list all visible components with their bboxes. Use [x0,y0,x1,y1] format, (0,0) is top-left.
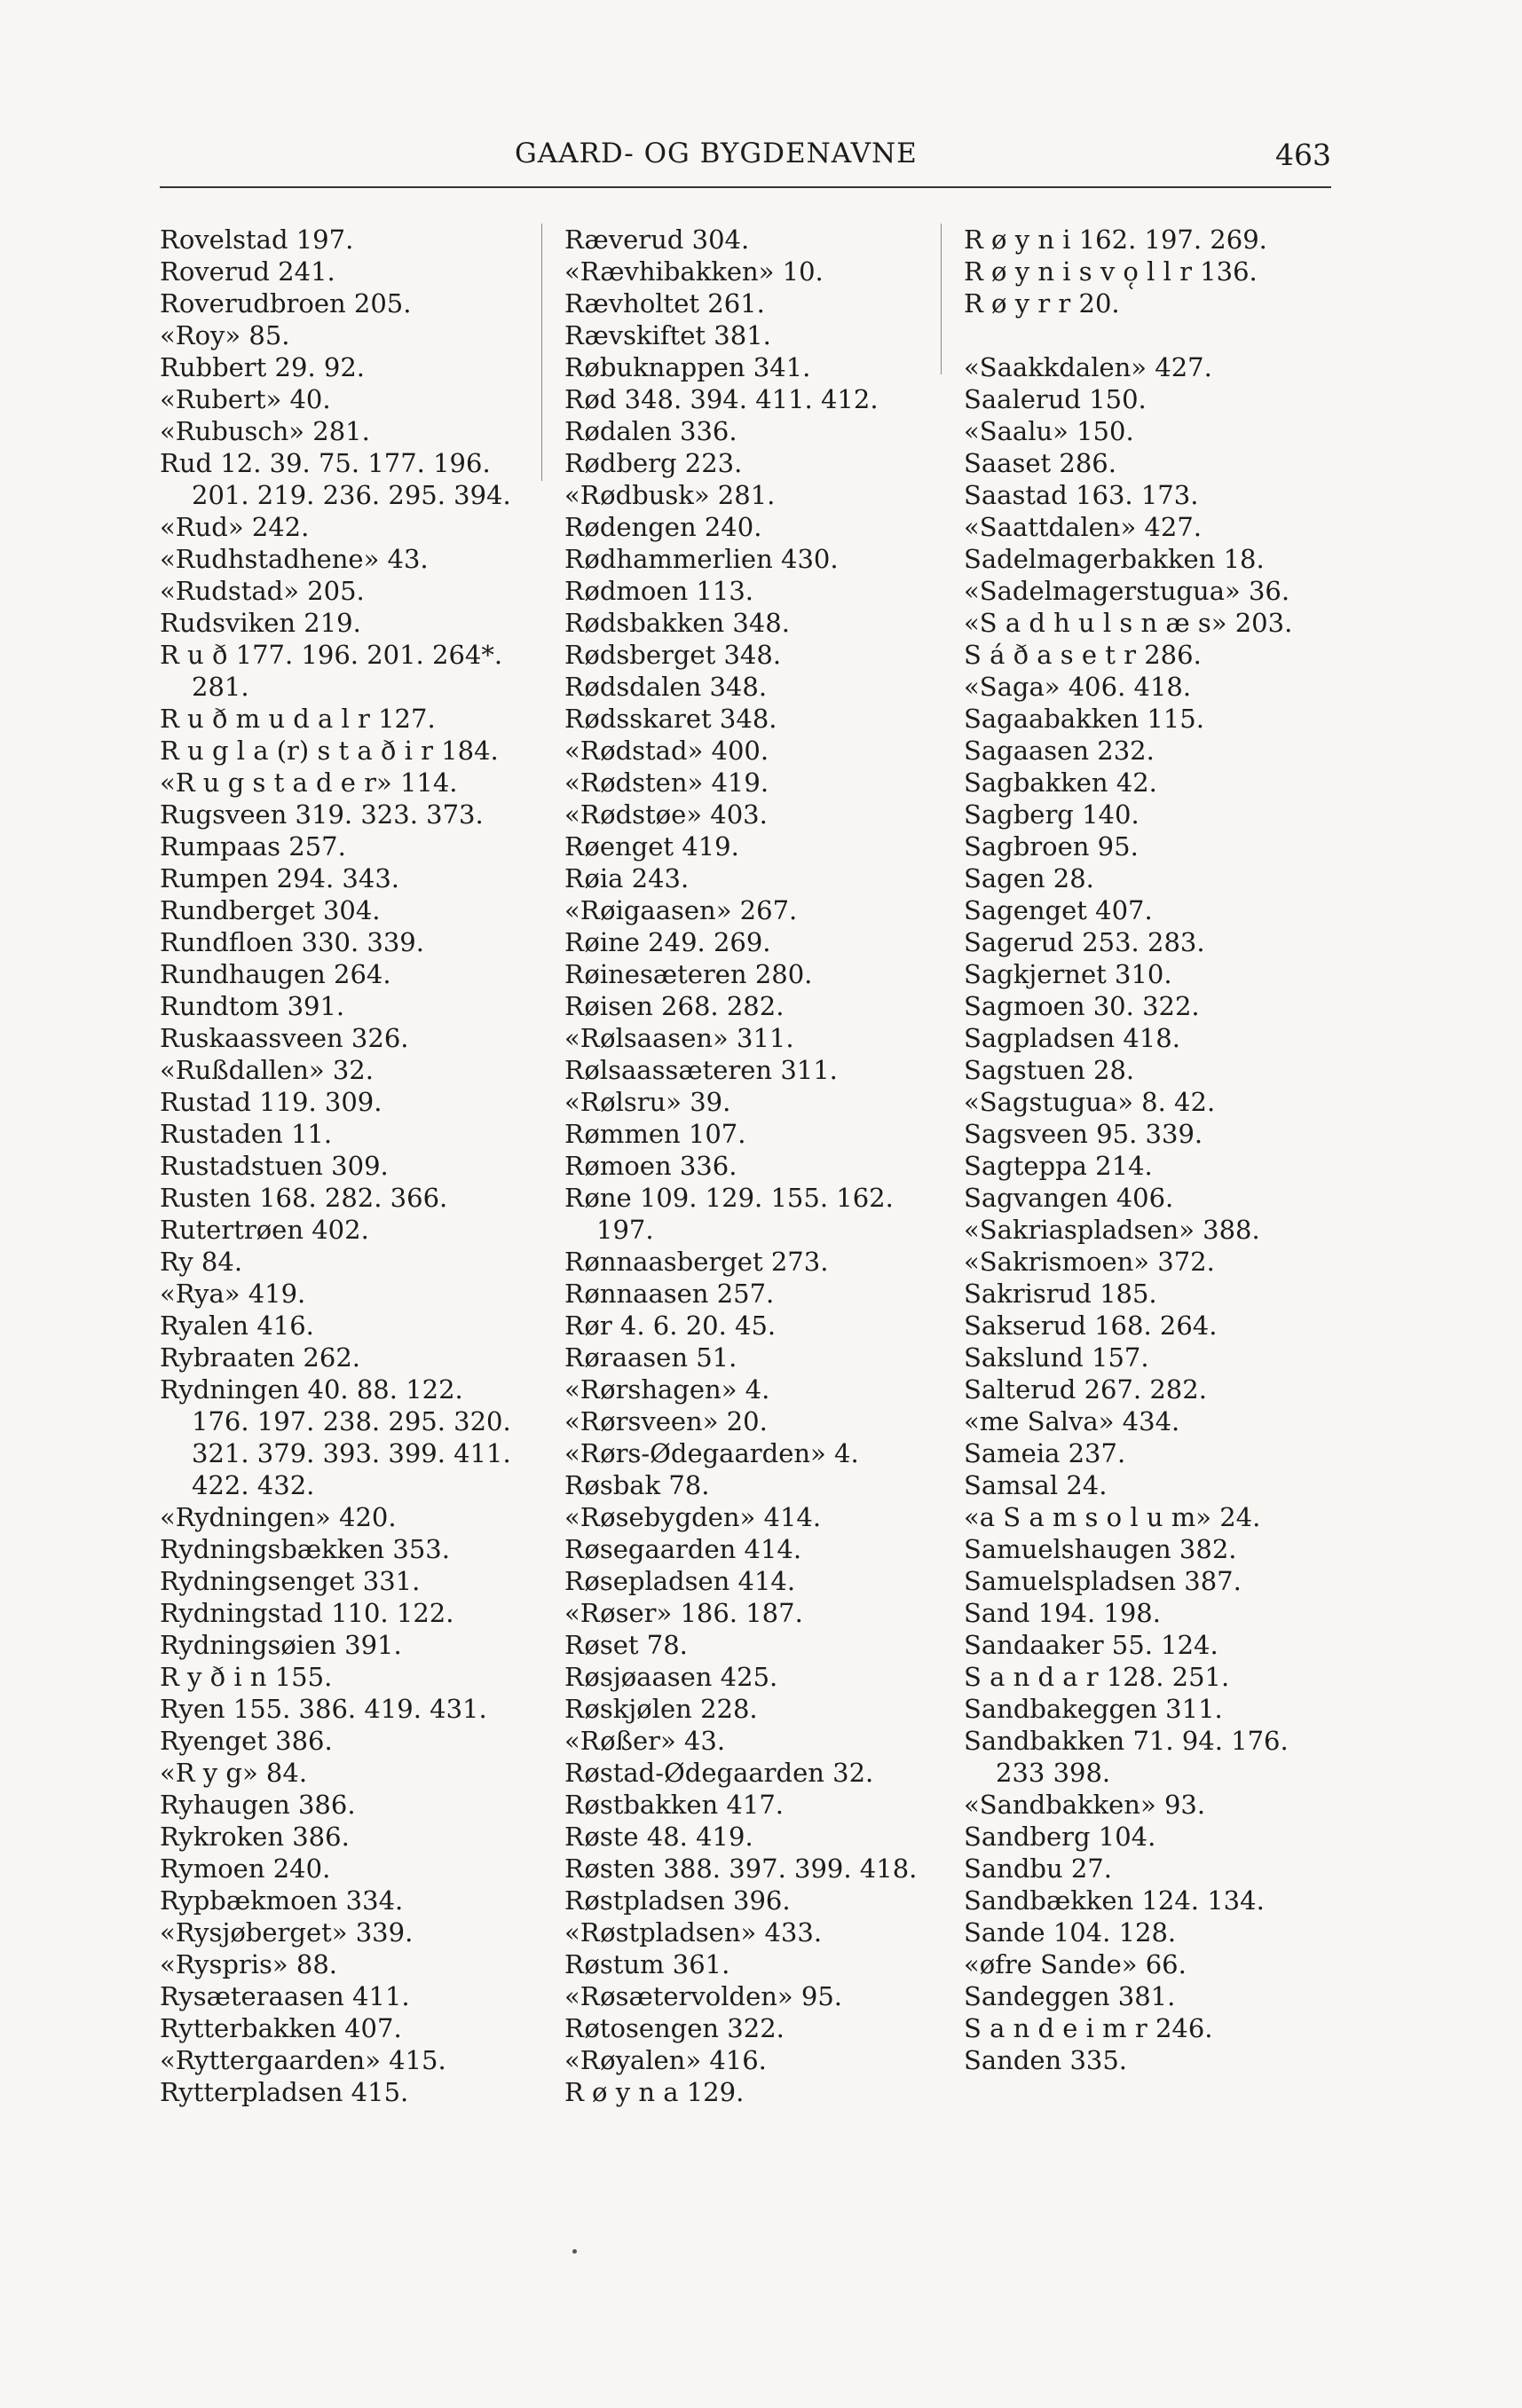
index-entry: S a n d e i m r 246. [964,2013,1213,2043]
index-entry: Ry 84. [160,1247,243,1277]
index-entry: Rør 4. 6. 20. 45. [564,1310,777,1341]
index-entry: Rævholtet 261. [564,288,765,319]
index-entry: «Røigaasen» 267. [564,895,798,925]
index-entry: Rypbækmoen 334. [160,1885,404,1916]
index-entry: Røsjøaasen 425. [564,1662,778,1692]
index-entry: «Rødstøe» 403. [564,799,768,830]
index-entry: Sandaaker 55. 124. [964,1630,1218,1660]
index-entry: «Rødstad» 400. [564,736,769,766]
index-entry: «Rußdallen» 32. [160,1055,374,1085]
index-entry: «Rudhstadhene» 43. [160,544,429,574]
index-entry: Rustaden 11. [160,1119,333,1149]
index-entry: Samuelshaugen 382. [964,1534,1237,1564]
index-entry: Roverud 241. [160,256,335,287]
index-entry: Sagmoen 30. 322. [964,991,1200,1021]
index-entry: Saaset 286. [964,448,1116,478]
index-entry: Rud 12. 39. 75. 177. 196. [160,448,491,478]
index-entry: Rytterbakken 407. [160,2013,402,2043]
index-entry: Rustad 119. 309. [160,1087,382,1117]
index-entry: Røraasen 51. [564,1342,737,1373]
index-entry: Røbuknappen 341. [564,352,811,382]
index-entry: «Saalu» 150. [964,416,1134,446]
index-entry: Røstbakken 417. [564,1790,784,1820]
index-entry: Røstum 361. [564,1949,730,1979]
index-entry: Rydningsbækken 353. [160,1534,450,1564]
index-entry: Rutertrøen 402. [160,1215,369,1245]
index-entry: Salterud 267. 282. [964,1374,1207,1405]
index-entry: «R u g s t a d e r» 114. [160,767,458,798]
header-rule [160,186,1331,188]
index-entry: Ryalen 416. [160,1310,314,1341]
index-entry: Sanden 335. [964,2045,1128,2075]
index-entry: Rydningsenget 331. [160,1566,421,1596]
index-entry: Rødsdalen 348. [564,672,768,702]
index-entry: Rødengen 240. [564,512,762,542]
index-entry: «Rørs-Ødegaarden» 4. [564,1438,859,1468]
index-entry: 422. 432. [192,1470,315,1500]
index-entry: Rumpen 294. 343. [160,863,399,893]
index-entry: «Røyalen» 416. [564,2045,767,2075]
index-entry: «Roy» 85. [160,320,290,350]
index-entry: Ryhaugen 386. [160,1790,356,1820]
index-entry: Rusten 168. 282. 366. [160,1183,448,1213]
index-entry: Sand 194. 198. [964,1598,1161,1628]
index-entry: «Sandbakken» 93. [964,1790,1206,1820]
index-entry: Sandberg 104. [964,1822,1156,1852]
index-entry: «Rydningen» 420. [160,1502,397,1532]
column-divider-2 [941,224,942,374]
index-entry: «Røßer» 43. [564,1726,726,1756]
index-entry: Rundtom 391. [160,991,345,1021]
index-entry: R u ð m u d a l r 127. [160,704,436,734]
page-number: 463 [1275,138,1331,172]
index-entry: Sagteppa 214. [964,1151,1153,1181]
index-entry: Rykroken 386. [160,1822,350,1852]
index-entry: R u g l a (r) s t a ð i r 184. [160,736,499,766]
index-entry: Sandbakeggen 311. [964,1694,1223,1724]
index-entry: «Rubusch» 281. [160,416,370,446]
index-entry: 201. 219. 236. 295. 394. [192,480,511,510]
index-entry: Røsbak 78. [564,1470,710,1500]
index-entry: Rølsaassæteren 311. [564,1055,838,1085]
index-entry: «Rødsten» 419. [564,767,769,798]
index-entry: Rugsveen 319. 323. 373. [160,799,484,830]
index-entry: «Saattdalen» 427. [964,512,1202,542]
index-entry: «Sakrismoen» 372. [964,1247,1215,1277]
index-entry: R u ð 177. 196. 201. 264*. [160,640,503,670]
index-entry: 233 398. [996,1758,1111,1788]
index-entry: Sagenget 407. [964,895,1153,925]
index-entry: Sadelmagerbakken 18. [964,544,1265,574]
index-entry: R y ð i n 155. [160,1662,333,1692]
index-entry: Sandbækken 124. 134. [964,1885,1265,1916]
index-entry: Rødmoen 113. [564,576,753,606]
index-entry: S á ð a s e t r 286. [964,640,1202,670]
index-entry: Rømmen 107. [564,1119,746,1149]
index-entry: 197. [596,1215,654,1245]
index-entry: Samsal 24. [964,1470,1108,1500]
index-entry: «øfre Sande» 66. [964,1949,1187,1979]
index-entry: Rubbert 29. 92. [160,352,365,382]
index-entry: «Rudstad» 205. [160,576,365,606]
page-header [160,138,1331,182]
index-entry: Rødalen 336. [564,416,737,446]
index-entry: Sagbroen 95. [964,831,1139,862]
index-column-3-main [964,351,1372,2076]
index-entry: Rødsberget 348. [564,640,782,670]
index-entry: Rumpaas 257. [160,831,346,862]
index-entry: Sagaabakken 115. [964,704,1204,734]
index-entry: «Sagstugua» 8. 42. [964,1087,1216,1117]
index-entry: Røset 78. [564,1630,688,1660]
index-entry: Rødsskaret 348. [564,704,777,734]
section-gap [964,319,1372,351]
index-entry: «Ryttergaarden» 415. [160,2045,446,2075]
index-entry: «S a d h u l s n æ s» 203. [964,608,1293,638]
index-entry: Røste 48. 419. [564,1822,753,1852]
index-entry: Rømoen 336. [564,1151,737,1181]
index-entry: Sagvangen 406. [964,1183,1174,1213]
index-entry: «Rævhibakken» 10. [564,256,824,287]
index-entry: Rævskiftet 381. [564,320,771,350]
index-entry: Rundhaugen 264. [160,959,391,989]
index-entry: Røinesæteren 280. [564,959,813,989]
index-entry: Sakserud 168. 264. [964,1310,1218,1341]
index-entry: «R y g» 84. [160,1758,308,1788]
index-entry: Roverudbroen 205. [160,288,412,319]
index-entry: Sagbakken 42. [964,767,1157,798]
index-column-2 [564,224,937,2108]
column-divider-1 [541,224,542,481]
index-entry: Sagkjernet 310. [964,959,1172,989]
index-entry: Sakrisrud 185. [964,1279,1157,1309]
index-entry: Røtosengen 322. [564,2013,785,2043]
index-entry: Røskjølen 228. [564,1694,758,1724]
index-entry: 321. 379. 393. 399. 411. [192,1438,511,1468]
index-entry: Rymoen 240. [160,1853,331,1884]
index-entry: 176. 197. 238. 295. 320. [192,1406,511,1436]
index-entry: Røia 243. [564,863,690,893]
index-entry: Sagstuen 28. [964,1055,1135,1085]
index-entry: Sandeggen 381. [964,1981,1176,2011]
index-entry: R ø y n a 129. [564,2077,745,2107]
index-entry: Sagpladsen 418. [964,1023,1180,1053]
index-entry: Ruskaassveen 326. [160,1023,409,1053]
index-entry: Rødberg 223. [564,448,743,478]
index-entry: Saastad 163. 173. [964,480,1199,510]
index-entry: Sagerud 253. 283. [964,927,1205,957]
index-entry: Rønnaasberget 273. [564,1247,829,1277]
index-entry: Røisen 268. 282. [564,991,785,1021]
index-entry: «Røser» 186. 187. [564,1598,803,1628]
index-entry: Rydningen 40. 88. 122. [160,1374,463,1405]
index-entry: Rudsviken 219. [160,608,361,638]
index-entry: Rød 348. 394. 411. 412. [564,384,879,414]
index-entry: «Røstpladsen» 433. [564,1917,823,1948]
index-entry: 281. [192,672,249,702]
index-entry: R ø y n i s v o̜ l l r 136. [964,256,1258,287]
index-entry: Ræverud 304. [564,224,750,255]
index-entry: Røine 249. 269. [564,927,771,957]
index-entry: «Rya» 419. [160,1279,306,1309]
index-entry: «Sadelmagerstugua» 36. [964,576,1290,606]
index-entry: «Rølsaasen» 311. [564,1023,794,1053]
index-entry: «Rørsveen» 20. [564,1406,768,1436]
index-entry: Sakslund 157. [964,1342,1149,1373]
index-entry: Ryenget 386. [160,1726,333,1756]
index-entry: «Rørshagen» 4. [564,1374,770,1405]
index-column-3-top [964,224,1372,319]
index-entry: Sande 104. 128. [964,1917,1177,1948]
index-entry: Saalerud 150. [964,384,1147,414]
index-entry: Røsepladsen 414. [564,1566,796,1596]
index-entry: «Rølsru» 39. [564,1087,731,1117]
index-entry: Rybraaten 262. [160,1342,360,1373]
index-entry: «Rødbusk» 281. [564,480,776,510]
index-entry: «Røsætervolden» 95. [564,1981,842,2011]
index-entry: Rydningstad 110. 122. [160,1598,454,1628]
index-entry: Røenget 419. [564,831,739,862]
index-entry: Rydningsøien 391. [160,1630,402,1660]
index-entry: Rytterpladsen 415. [160,2077,409,2107]
index-entry: Røstpladsen 396. [564,1885,791,1916]
index-entry: Rundfloen 330. 339. [160,927,424,957]
index-entry: «Røsebygden» 414. [564,1502,822,1532]
index-entry: «a S a m s o l u m» 24. [964,1502,1261,1532]
index-entry: R ø y n i 162. 197. 269. [964,224,1267,255]
index-column-1 [160,224,532,2108]
index-entry: Rustadstuen 309. [160,1151,389,1181]
index-entry: Rødhammerlien 430. [564,544,839,574]
index-column-3 [964,224,1372,2076]
index-entry: Rysæteraasen 411. [160,1981,410,2011]
index-entry: R ø y r r 20. [964,288,1120,319]
index-entry: Røsten 388. 397. 399. 418. [564,1853,918,1884]
index-entry: Ryen 155. 386. 419. 431. [160,1694,487,1724]
index-entry: Rundberget 304. [160,895,381,925]
index-entry: «Ryspris» 88. [160,1949,337,1979]
index-entry: «Rubert» 40. [160,384,331,414]
index-entry: «Rud» 242. [160,512,310,542]
index-entry: «Rysjøberget» 339. [160,1917,414,1948]
index-entry: Røne 109. 129. 155. 162. [564,1183,894,1213]
index-entry: Rønnaasen 257. [564,1279,775,1309]
index-entry: «me Salva» 434. [964,1406,1180,1436]
index-entry: Sandbakken 71. 94. 176. [964,1726,1289,1756]
index-entry: Sameia 237. [964,1438,1126,1468]
index-entry: Røsegaarden 414. [564,1534,802,1564]
index-entry: Sagen 28. [964,863,1094,893]
index-entry: «Saga» 406. 418. [964,672,1192,702]
index-entry: Samuelspladsen 387. [964,1566,1242,1596]
index-entry: Rovelstad 197. [160,224,354,255]
print-speck [572,2249,577,2254]
index-entry: Sandbu 27. [964,1853,1112,1884]
index-entry: Sagaasen 232. [964,736,1155,766]
index-entry: Sagsveen 95. 339. [964,1119,1203,1149]
index-entry: «Sakriaspladsen» 388. [964,1215,1260,1245]
index-entry: S a n d a r 128. 251. [964,1662,1230,1692]
index-entry: Sagberg 140. [964,799,1140,830]
index-entry: «Saakkdalen» 427. [964,352,1212,382]
running-title: GAARD- OG BYGDENAVNE [515,138,918,169]
index-entry: Rødsbakken 348. [564,608,790,638]
index-entry: Røstad-Ødegaarden 32. [564,1758,874,1788]
